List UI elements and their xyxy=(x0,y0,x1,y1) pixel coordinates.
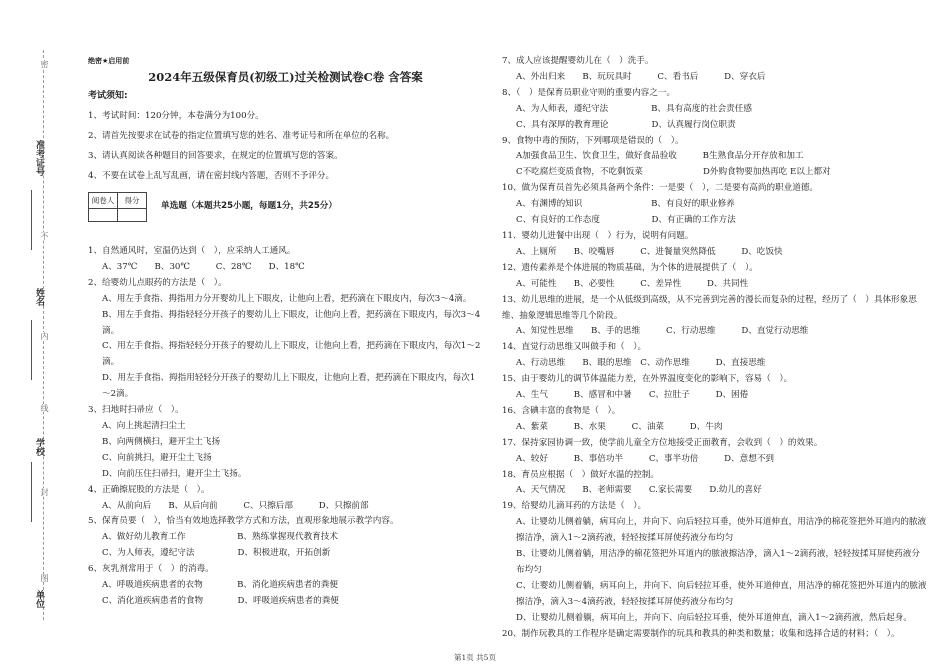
answer-option: D、用左手食指、拇指用轻轻分开孩子的婴幼儿上下眼皮，让他向上看，把药滴在下眼皮内，每次1～2滴。 xyxy=(102,373,476,400)
answer-option: B、用左手食指、拇指轻轻分开孩子的婴幼儿上下眼皮，让他向上看，把药滴在下眼皮内，每次3～4滴。 xyxy=(102,309,481,336)
answer-option: A、有渊博的知识 B、有良好的职业修养 xyxy=(516,199,735,210)
answer-option: A、天气情况 B、老师需要 C.家长需要 D.幼儿的喜好 xyxy=(516,485,762,496)
answer-option: B、向两侧横扫，避开尘土飞扬 xyxy=(102,436,221,447)
question-stem: 11、婴幼儿进餐中出现（ ）行为，说明有问题。 xyxy=(502,230,694,241)
question-stem: 3、扫地时扫帚应（ ）。 xyxy=(88,405,184,416)
answer-option: A、从前向后 B、从后向前 C、只擦后部 D、只擦前部 xyxy=(102,500,369,511)
cut-mark: 密 xyxy=(40,60,49,68)
right-column xyxy=(502,54,927,643)
notes-heading: 考试须知: xyxy=(88,91,128,101)
answer-option: A、行动思维 B、眼的思维 C、动作思维 D、直接思维 xyxy=(516,358,766,369)
cut-mark: 图 xyxy=(40,574,49,582)
section-title: 单选题（本题共25小题，每题1分，共25分） xyxy=(161,201,337,212)
question-stem: 8、（ ）是保育员职业守则的重要内容之一。 xyxy=(502,87,676,98)
question-stem: 6、灰乳剂常用于（ ）的消毒。 xyxy=(88,564,214,575)
answer-option: A、做好幼儿教育工作 B、熟练掌握现代教育技术 xyxy=(102,532,338,543)
answer-option: D、向前压住扫帚扫，避开尘土飞扬。 xyxy=(102,468,247,479)
answer-option: C、消化道疾病患者的食物 D、呼吸道疾病患者的粪便 xyxy=(102,595,339,606)
cut-mark: 内 xyxy=(40,332,49,340)
answer-option: C不吃腐烂变质食物，不吃剩饭菜 D外购食物要加热再吃 E以上都对 xyxy=(516,167,831,178)
note-item: 4、不要在试卷上乱写乱画，请在密封线内答题，否则不予评分。 xyxy=(88,171,335,181)
grader-field[interactable] xyxy=(89,209,118,222)
question-stem: 18、育员应根据（ ）做好水温的控制。 xyxy=(502,469,660,480)
answer-option: A、知觉性思维 B、手的思维 C、行动思维 D、直觉行动思维 xyxy=(516,326,809,337)
answer-option: A、外出归来 B、玩玩具时 C、看书后 D、穿衣后 xyxy=(516,71,766,82)
page-title: 2024年五级保育员(初级工)过关检测试卷C卷 含答案 xyxy=(148,70,423,84)
question-stem: 10、做为保育员首先必须具备两个条件：一是要（ ），二是要有高尚的职业道德。 xyxy=(502,183,819,194)
name-label: 姓名 xyxy=(34,288,44,306)
answer-option: C、向前挑扫，避开尘土飞扬 xyxy=(102,452,212,463)
question-stem: 9、食物中毒的预防，下列哪项是错误的（ ）。 xyxy=(502,135,684,146)
question-stem: 1、自然通风时，室温仍达到（ ），应采纳人工通风。 xyxy=(88,246,296,256)
answer-option: C、具有深厚的教育理论 D、认真履行岗位职责 xyxy=(516,119,736,130)
score-box xyxy=(88,192,147,223)
question-stem: 13、幼儿思维的进展，是一个从低级到高级，从不完善到完善的漫长而复杂的过程，经历了（ ）具体形象思维、抽象逻辑思维等几个阶段。 xyxy=(502,294,917,321)
score-field[interactable] xyxy=(118,209,147,222)
score-row xyxy=(88,190,483,224)
secret-mark: 绝密★启用前 xyxy=(88,57,130,65)
answer-option: A、可能性 B、必要性 C、差异性 D、共同性 xyxy=(516,278,749,289)
page-footer: 第1页 共5页 xyxy=(454,653,496,662)
question-list-right xyxy=(502,54,927,643)
question-stem: 19、给婴幼儿滴耳药的方法是（ ）。 xyxy=(502,501,647,512)
question-stem: 12、遗传素养是个体进展的物质基础，为个体的进展提供了（ ）。 xyxy=(502,262,758,273)
question-stem: 2、给婴幼儿点眼药的方法是（ ）。 xyxy=(88,277,227,288)
school-blank xyxy=(31,462,33,522)
answer-option: A、上厕所 B、咬嘴唇 C、进餐量突然降低 D、吃饭快 xyxy=(516,246,783,257)
exam-number-label: 准考证号 xyxy=(34,140,44,176)
question-list-left xyxy=(88,244,483,610)
answer-option: A、向上挑起清扫尘土 xyxy=(102,420,186,431)
cut-mark: 封 xyxy=(40,488,49,496)
notes-list xyxy=(88,106,483,186)
answer-option: B、让婴幼儿侧着躺，用洁净的棉花签把外耳道内的脓液擦洁净，滴入1～2滴药液，轻轻按揉耳屏使药液分布均匀 xyxy=(516,549,920,575)
answer-option: A、为人师表，遵纪守法 B、具有高度的社会责任感 xyxy=(516,103,752,114)
question-stem: 7、成人应该提醒婴幼儿在（ ）洗手。 xyxy=(502,56,654,66)
cut-mark: 不 xyxy=(40,232,49,240)
answer-option: D、让婴幼儿侧着躺，病耳向上，并向下、向后轻拉耳垂，使外耳道伸直，滴入1～2滴药液，然后起身。 xyxy=(516,612,912,623)
answer-option: A、紫菜 B、水果 C、油菜 D、牛肉 xyxy=(516,421,723,432)
binding-margin xyxy=(0,0,62,671)
question-stem: 14、直觉行动思维又叫做手和（ ）。 xyxy=(502,342,647,353)
unit-label: 单位 xyxy=(34,590,44,608)
answer-option: A、用左手食指、拇指用力分开婴幼儿上下眼皮，让他向上看，把药滴在下眼皮内，每次3～4滴。 xyxy=(102,293,472,304)
answer-option: C、为人师表，遵纪守法 D、积极进取，开拓创新 xyxy=(102,548,331,559)
question-stem: 5、保育员要（ ），恰当有效地选择教学方式和方法，直观形象地展示教学内容。 xyxy=(88,516,399,527)
question-stem: 20、制作玩教具的工作程序是确定需要制作的玩具和教具的种类和数量；收集和选择合适的材料；（ ）。 xyxy=(502,628,900,639)
question-stem: 16、含碘丰富的食物是（ ）。 xyxy=(502,405,621,416)
question-stem: 4、正确擦屁股的方法是（ ）。 xyxy=(88,484,210,495)
question-stem: 17、保持家园协调一致，使学前儿童全方位地接受正面教育，会收到（ ）的效果。 xyxy=(502,437,823,448)
note-item: 3、请认真阅读各种题目的回答要求，在规定的位置填写您的答案。 xyxy=(88,151,343,161)
answer-option: C、用左手食指、拇指轻轻分开孩子的婴幼儿上下眼皮，让他向上看，把药滴在下眼皮内，每次1～2滴。 xyxy=(102,341,481,368)
answer-option: A、生气 B、感冒和中暑 C、拉肚子 D、困倦 xyxy=(516,390,749,401)
answer-option: C、有良好的工作态度 D、有正确的工作方法 xyxy=(516,215,736,226)
cut-mark: 线 xyxy=(40,404,49,412)
exam-number-blank xyxy=(31,190,33,250)
note-item: 1、考试时间：120分钟，本卷满分为100分。 xyxy=(88,111,264,121)
name-blank xyxy=(31,320,33,380)
answer-option: A、较好 B、事倍功半 C、事半功倍 D、意想不到 xyxy=(516,453,775,464)
answer-option: A、37℃ B、30℃ C、28℃ D、18℃ xyxy=(102,261,305,272)
left-column xyxy=(88,54,483,610)
answer-option: A加强食品卫生、饮食卫生，做好食品验收 B生熟食品分开存放和加工 xyxy=(516,151,804,162)
answer-option: A、让婴幼儿侧着躺，病耳向上，并向下、向后轻拉耳垂，使外耳道伸直，用洁净的棉花签把外耳道内的脓液擦洁净，滴入1～2滴药液，轻轻按揉耳屏使药液分布均匀 xyxy=(516,517,927,544)
grader-label: 阅卷人 xyxy=(89,192,118,209)
note-item: 2、请首先按要求在试卷的指定位置填写您的姓名、准考证号和所在单位的名称。 xyxy=(88,131,395,141)
answer-option: A、呼吸道疾病患者的衣物 B、消化道疾病患者的粪便 xyxy=(102,580,338,591)
answer-option: C、让婴幼儿侧着躺，病耳向上，并向下、向后轻拉耳垂，使外耳道伸直，用洁净的棉花签把外耳道内的脓液擦洁净，滴入3～4滴药液，轻轻按揉耳屏使药液分布均匀 xyxy=(516,580,927,607)
question-stem: 15、由于婴幼儿的调节体温能力差，在外界温度变化的影响下，容易（ ）。 xyxy=(502,374,793,385)
school-label: 学校 xyxy=(34,438,44,456)
score-label: 得分 xyxy=(118,192,147,209)
